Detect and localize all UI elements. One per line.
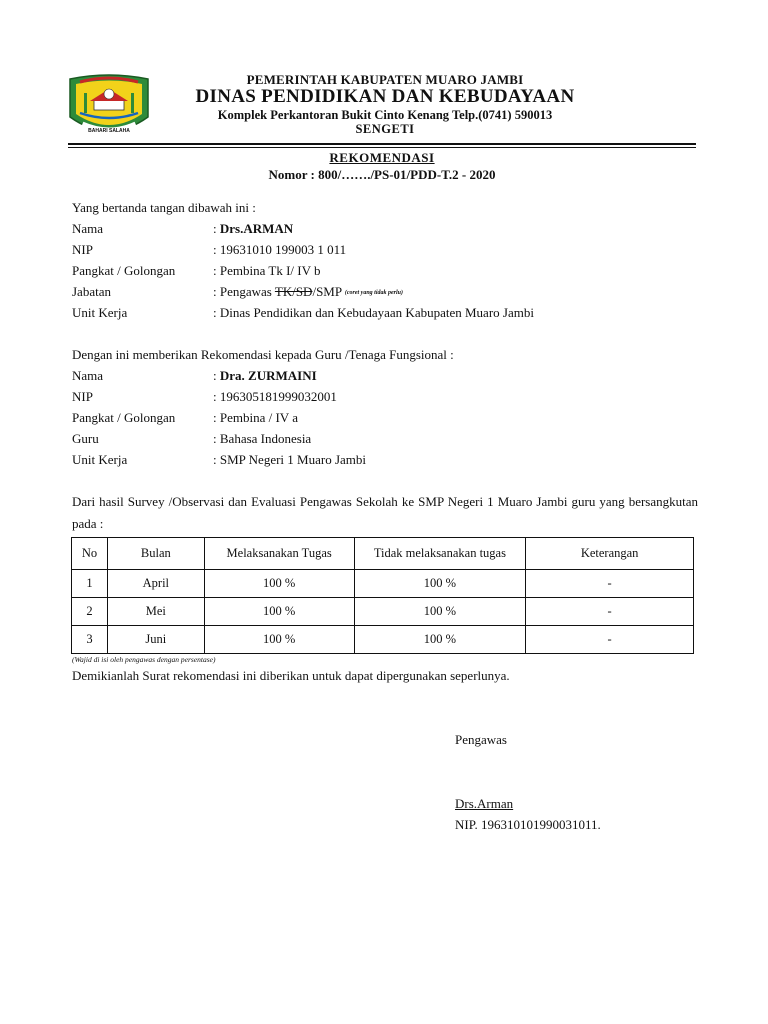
cell-month: Mei xyxy=(107,598,204,626)
signer-position-suffix: /SMP xyxy=(312,284,342,299)
signer-rank-row: : Pembina Tk I/ IV b xyxy=(213,263,321,278)
recipient-name-row: : Dra. ZURMAINI xyxy=(213,368,317,383)
col-header-not-performed: Tidak melaksanakan tugas xyxy=(354,538,526,570)
cell-performed: 100 % xyxy=(204,598,354,626)
emblem-ribbon-text: BAHARI SALAHA xyxy=(88,128,130,134)
signer-rank-value: Pembina Tk I/ IV b xyxy=(219,263,321,278)
cell-not-performed: 100 % xyxy=(354,598,526,626)
cell-performed: 100 % xyxy=(204,626,354,654)
recipient-unit-label: Unit Kerja xyxy=(72,452,128,467)
signer-position-row: : Pengawas TK/SD/SMP (coret yang tidak perlu) xyxy=(213,284,404,299)
cell-remarks: - xyxy=(526,626,694,654)
cell-month: Juni xyxy=(107,626,204,654)
table-row xyxy=(72,598,694,626)
signer-name-value: Drs.ARMAN xyxy=(219,221,294,236)
table-row xyxy=(72,570,694,598)
signer-position-prefix: Pengawas xyxy=(219,284,275,299)
signer-unit-value: Dinas Pendidikan dan Kebudayaan Kabupaten Muaro Jambi xyxy=(219,305,534,320)
recipient-rank-value: Pembina / IV a xyxy=(219,410,298,425)
table-header-row xyxy=(72,538,694,570)
signer-position-note: (coret yang tidak perlu) xyxy=(344,290,404,296)
signer-position-label: Jabatan xyxy=(72,284,111,299)
signature-nip: NIP. 196310101990031011. xyxy=(455,817,601,832)
signer-name-row: : Drs.ARMAN xyxy=(213,221,294,236)
recipient-nip-label: NIP xyxy=(72,389,93,404)
recipient-intro: Dengan ini memberikan Rekomendasi kepada Guru /Tenaga Fungsional : xyxy=(72,347,454,362)
recipient-nip-value: 196305181999032001 xyxy=(219,389,337,404)
cell-remarks: - xyxy=(526,598,694,626)
signer-name-label: Nama xyxy=(72,221,104,236)
signature-name: Drs.Arman xyxy=(455,796,514,811)
cell-not-performed: 100 % xyxy=(354,626,526,654)
header-address: Komplek Perkantoran Bukit Cinto Kenang Telp.(0741) 590013 xyxy=(217,108,553,122)
table-footnote: (Wajid di isi oleh pengawas dengan persentase) xyxy=(72,655,216,664)
col-header-remarks: Keterangan xyxy=(526,538,694,570)
recipient-subject-row: : Bahasa Indonesia xyxy=(213,431,312,446)
cell-no: 1 xyxy=(72,570,108,598)
recipient-name-label: Nama xyxy=(72,368,104,383)
header-city: SENGETI xyxy=(355,122,415,136)
survey-paragraph: Dari hasil Survey /Observasi dan Evaluasi Pengawas Sekolah ke SMP Negeri 1 Muaro Jambi guru yang bersangkutan pada : xyxy=(72,494,698,531)
cell-no: 2 xyxy=(72,598,108,626)
recipient-rank-row: : Pembina / IV a xyxy=(213,410,298,425)
recipient-unit-row: : SMP Negeri 1 Muaro Jambi xyxy=(213,452,366,467)
recipient-subject-label: Guru xyxy=(72,431,99,446)
signer-unit-row: : Dinas Pendidikan dan Kebudayaan Kabupaten Muaro Jambi xyxy=(213,305,534,320)
signature-role: Pengawas xyxy=(455,732,507,747)
recipient-subject-value: Bahasa Indonesia xyxy=(219,431,312,446)
cell-no: 3 xyxy=(72,626,108,654)
header-rule-thin xyxy=(68,147,696,148)
cell-performed: 100 % xyxy=(204,570,354,598)
recipient-nip-row: : 196305181999032001 xyxy=(213,389,337,404)
attendance-table xyxy=(71,537,694,654)
signer-nip-value: 19631010 199003 1 011 xyxy=(219,242,347,257)
cell-remarks: - xyxy=(526,570,694,598)
recipient-rank-label: Pangkat / Golongan xyxy=(72,410,176,425)
col-header-month: Bulan xyxy=(107,538,204,570)
document-number: Nomor : 800/……./PS-01/PDD-T.2 - 2020 xyxy=(268,167,496,182)
closing-sentence: Demikianlah Surat rekomendasi ini diberikan untuk dapat dipergunakan seperlunya. xyxy=(72,668,510,683)
signer-position-struck: TK/SD xyxy=(274,284,313,299)
col-header-no: No xyxy=(72,538,108,570)
table-row xyxy=(72,626,694,654)
signer-nip-row: : 19631010 199003 1 011 xyxy=(213,242,347,257)
header-agency-name: DINAS PENDIDIKAN DAN KEBUDAYAAN xyxy=(195,86,575,107)
header-rule-thick xyxy=(68,143,696,145)
col-header-performed: Melaksanakan Tugas xyxy=(204,538,354,570)
signer-intro: Yang bertanda tangan dibawah ini : xyxy=(72,200,256,215)
recipient-unit-value: SMP Negeri 1 Muaro Jambi xyxy=(219,452,366,467)
cell-not-performed: 100 % xyxy=(354,570,526,598)
signer-nip-label: NIP xyxy=(72,242,93,257)
muaro-jambi-emblem xyxy=(66,73,152,141)
recipient-name-value: Dra. ZURMAINI xyxy=(219,368,317,383)
header-government-name: PEMERINTAH KABUPATEN MUARO JAMBI xyxy=(246,72,524,87)
signer-rank-label: Pangkat / Golongan xyxy=(72,263,176,278)
document-title: REKOMENDASI xyxy=(329,150,435,165)
cell-month: April xyxy=(107,570,204,598)
signer-unit-label: Unit Kerja xyxy=(72,305,128,320)
